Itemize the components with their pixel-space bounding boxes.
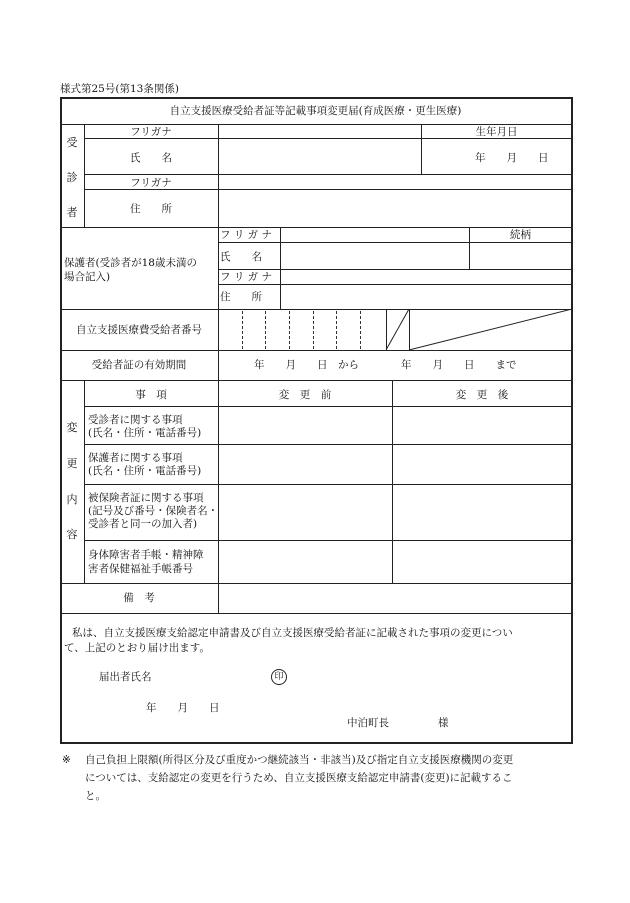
patient-label-1: 受 xyxy=(66,136,78,149)
frame-bottom xyxy=(60,742,573,744)
patient-address-field[interactable] xyxy=(219,190,571,226)
recipient-number-label: 自立支援医療費受給者番号 xyxy=(76,324,202,336)
honorific-label: 様 xyxy=(438,717,449,729)
patient-address-label: 住 所 xyxy=(130,203,172,215)
seal-mark: 印 xyxy=(271,669,287,685)
remarks-label: 備 考 xyxy=(123,592,155,604)
change-row-1-after[interactable] xyxy=(393,407,571,443)
guardian-address-label: 住 所 xyxy=(220,291,262,303)
frame-left xyxy=(60,97,62,743)
note-line1: 自己負担上限額(所得区分及び重度かつ継続該当・非該当)及び指定自立支援医療機関の変更 xyxy=(85,754,514,766)
change-row-4-after[interactable] xyxy=(393,541,571,582)
patient-name-field[interactable] xyxy=(219,139,420,173)
change-row-4-line1: 身体障害者手帳・精神障 xyxy=(88,549,204,561)
form-title: 自立支援医療受給者証等記載事項変更届(育成医療・更生医療) xyxy=(169,105,462,117)
applicant-name-field[interactable] xyxy=(160,667,270,685)
note-line2: については、支給認定の変更を行うため、自立支援医療支給認定申請書(変更)に記載するこ xyxy=(85,772,513,784)
patient-label-3: 者 xyxy=(66,206,78,219)
patient-furigana-label: フリガナ xyxy=(130,126,172,138)
col-after-header: 変 更 後 xyxy=(455,389,509,401)
change-row-3-line3: 受診者と同一の加入者) xyxy=(88,518,198,530)
change-row-3-line2: (記号及び番号・保険者名・ xyxy=(88,505,219,517)
recipient-number-diagonals xyxy=(386,309,572,350)
changes-label-2: 更 xyxy=(66,457,78,470)
form-number: 様式第25号(第13条関係) xyxy=(60,83,179,95)
guardian-label-line1: 保護者(受診者が18歳未満の xyxy=(64,257,197,269)
changes-label-1: 変 xyxy=(66,421,78,434)
declaration-line2: て、上記のとおり届け出ます。 xyxy=(64,642,210,654)
frame-top xyxy=(60,97,572,99)
declaration-date: 年 月 日 xyxy=(146,702,220,714)
note-line3: と。 xyxy=(85,790,106,802)
validity-value: 年 月 日 から 年 月 日 まで xyxy=(254,359,517,371)
guardian-furigana2-label: フ リ ガ ナ xyxy=(220,271,273,283)
col-item-header: 事 項 xyxy=(135,389,167,401)
guardian-furigana-label: フ リ ガ ナ xyxy=(220,229,273,241)
change-row-2-before[interactable] xyxy=(219,445,391,483)
declaration-line1: 私は、自立支援医療支給認定申請書及び自立支援医療受給者証に記載された事項の変更につい xyxy=(72,627,513,639)
changes-label-3: 内 xyxy=(66,493,78,506)
col-before-header: 変 更 前 xyxy=(278,389,332,401)
frame-right xyxy=(571,97,573,743)
patient-label-2: 診 xyxy=(66,171,78,184)
change-row-3-line1: 被保険者証に関する事項 xyxy=(88,492,204,504)
change-row-1-before[interactable] xyxy=(219,407,391,443)
change-row-1-line2: (氏名・住所・電話番号) xyxy=(88,427,202,439)
changes-label-4: 容 xyxy=(66,528,78,541)
guardian-label-line2: 場合記入) xyxy=(64,271,111,283)
change-row-2-after[interactable] xyxy=(393,445,571,483)
change-row-1-line1: 受診者に関する事項 xyxy=(88,414,183,426)
patient-name-label: 氏 名 xyxy=(130,152,172,164)
change-row-2-line2: (氏名・住所・電話番号) xyxy=(88,465,202,477)
guardian-relationship-label: 続柄 xyxy=(510,229,531,241)
change-row-2-line1: 保護者に関する事項 xyxy=(88,452,183,464)
validity-label: 受給者証の有効期間 xyxy=(91,359,187,371)
applicant-name-label: 届出者氏名 xyxy=(99,671,152,683)
change-row-4-line2: 害者保健福祉手帳番号 xyxy=(88,563,193,575)
patient-birthdate-label: 生年月日 xyxy=(475,126,518,138)
guardian-name-label: 氏 名 xyxy=(220,251,262,263)
change-row-3-before[interactable] xyxy=(219,485,391,539)
change-row-4-before[interactable] xyxy=(219,541,391,582)
patient-furigana2-label: フリガナ xyxy=(130,177,172,189)
change-row-3-after[interactable] xyxy=(393,485,571,539)
guardian-name-field[interactable] xyxy=(281,243,571,268)
note-mark: ※ xyxy=(62,754,71,766)
remarks-field[interactable] xyxy=(219,584,571,612)
guardian-address-field[interactable] xyxy=(281,285,571,308)
addressee-label: 中泊町長 xyxy=(347,717,389,729)
recipient-number-field[interactable] xyxy=(219,310,385,349)
patient-birthdate-format: 年 月 日 xyxy=(475,152,549,164)
